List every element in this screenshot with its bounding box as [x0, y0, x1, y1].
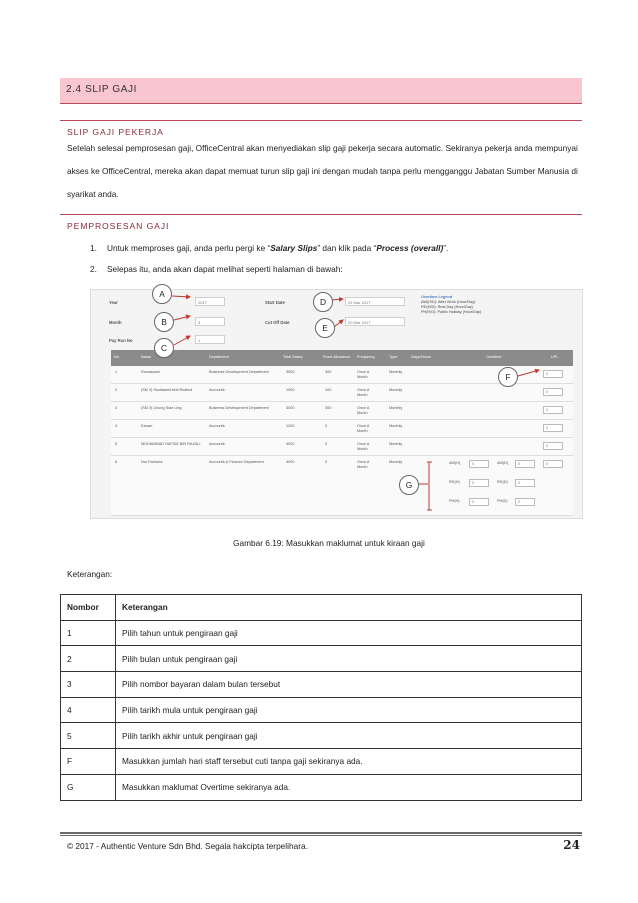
table-row: G Masukkan maklumat Overtime sekiranya ada. — [61, 774, 582, 800]
table-row: 2 Pilih bulan untuk pengiraan gaji — [61, 646, 582, 672]
arrow-b — [174, 316, 190, 320]
ph-day-input[interactable]: 0 — [515, 498, 535, 506]
section-title: 2.4 SLIP GAJI — [66, 84, 137, 95]
step-1-text: Untuk memproses gaji, anda perlu pergi ke “Salary Slips” dan klik pada “Process (overall)”. — [107, 243, 449, 253]
footer-rule — [60, 832, 582, 834]
table-header: No Name Department Total Salary Fixed Allowance Frequency Type Days/Hours Overtime UPL — [111, 350, 573, 366]
table-header-row — [61, 595, 582, 621]
table-row: 4 Pilih tarikh mula untuk pengiraan gaji — [61, 697, 582, 723]
callout-b: B — [154, 312, 174, 332]
start-date-label: Start Date — [265, 300, 285, 305]
table-row: 3 Pilih nombor bayaran dalam bulan tersebut — [61, 672, 582, 698]
overtime-legend: Overtime Legend AW(H/D): After Work (Hour/Day) RD(H/D): Rest Day (Hour/Day) PH(H/D): Public Holiday (Hour/Day) — [421, 295, 482, 314]
rd-hour-input[interactable]: 0 — [469, 479, 489, 487]
table-row: 1 Pilih tahun untuk pengiraan gaji — [61, 620, 582, 646]
month-label: Month — [109, 320, 122, 325]
table-row: 5 Pilih tarikh akhir untuk pengiraan gaji — [61, 723, 582, 749]
upl-input[interactable]: 0 — [543, 424, 563, 432]
callout-e: E — [315, 318, 335, 338]
header-nombor: Nombor — [61, 595, 116, 621]
table-row: 6 Nur Farhana Accounts & Finance Department 4000 0 Once A Month Monthly AW(H) 0 AW(D) 0 RD(H) 0 RD(D) 0 PH(H) 0 PH(D) 0 0 — [111, 456, 573, 516]
salary-slips-link: Salary Slips — [270, 243, 318, 253]
pemprosesan-heading: PEMPROSESAN GAJI — [67, 221, 170, 231]
arrow-e — [334, 320, 343, 327]
pay-run-label: Pay Run No — [109, 338, 133, 343]
aw-day-input[interactable]: 0 — [515, 460, 535, 468]
cut-off-input[interactable]: 20 Mar 2017 — [345, 317, 405, 326]
table-row: 1 Rosnawani Business Development Department 3500 300 Once A Month Monthly 0 — [111, 366, 573, 384]
ph-hour-input[interactable]: 0 — [469, 498, 489, 506]
footer-copyright: © 2017 - Authentic Venture Sdn Bhd. Segala hakcipta terpelihara. — [67, 841, 308, 851]
upl-input[interactable]: 0 — [543, 406, 563, 414]
step-2-number: 2. — [90, 264, 97, 274]
start-date-input[interactable]: 01 Mar 2017 — [345, 297, 405, 306]
year-select[interactable]: 2017 — [195, 297, 225, 306]
callout-g: G — [399, 475, 419, 495]
upl-input[interactable]: 0 — [543, 442, 563, 450]
footer-rule-thin — [60, 835, 582, 836]
upl-input[interactable]: 0 — [543, 370, 563, 378]
arrow-f — [518, 370, 539, 376]
keterangan-table — [60, 594, 582, 801]
bracket-g — [427, 462, 432, 510]
table-row: 5 MOHAMMAD HAFIDZ BIN RAZALI Accounts 4000 0 Once A Month Monthly 0 — [111, 438, 573, 456]
aw-hour-input[interactable]: 0 — [469, 460, 489, 468]
upl-input[interactable]: 0 — [543, 460, 563, 468]
callout-a: A — [152, 284, 172, 304]
arrow-d — [332, 299, 343, 300]
process-overall-link: Process (overall) — [376, 243, 444, 253]
callout-c: C — [154, 338, 174, 358]
figure-caption: Gambar 6.19: Masukkan maklumat untuk kiraan gaji — [233, 538, 425, 548]
arrow-a — [172, 296, 190, 297]
arrow-c — [174, 336, 190, 345]
cut-off-label: Cut Off Date — [265, 320, 290, 325]
table-row: 4 Ezwan Accounts 1200 0 Once A Month Monthly 0 — [111, 420, 573, 438]
table-row: F Masukkan jumlah hari staff tersebut cuti tanpa gaji sekiranya ada. — [61, 749, 582, 775]
slip-heading: SLIP GAJI PEKERJA — [67, 127, 164, 137]
step-2-text: Selepas itu, anda akan dapat melihat seperti halaman di bawah: — [107, 264, 343, 274]
year-label: Year — [109, 300, 118, 305]
upl-input[interactable]: 0 — [543, 388, 563, 396]
pay-run-select[interactable]: 1 — [195, 335, 225, 344]
table-row: 3 (SM 3) Chong Sian Ling Business Development Department 3000 300 Once A Month Monthly 0 — [111, 402, 573, 420]
keterangan-label: Keterangan: — [67, 569, 113, 579]
header-keterangan: Keterangan — [116, 595, 582, 621]
table-row: 2 (SM 3) Suzilawati binti Rasibul Accounts 1500 100 Once A Month Monthly 0 — [111, 384, 573, 402]
rd-day-input[interactable]: 0 — [515, 479, 535, 487]
slip-paragraph: Setelah selesai pemprosesan gaji, OfficeCentral akan menyediakan slip gaji pekerja secara automatic. Sekiranya pekerja anda mempunyai akses ke OfficeCentral, mereka akan dapat memuat turun slip gaji ini dengan mudah tanpa perlu mengganggu Jabatan Sumber Manusia di syarikat anda. — [67, 143, 578, 199]
month-select[interactable]: 3 — [195, 317, 225, 326]
page-number: 24 — [563, 838, 580, 852]
callout-f: F — [498, 367, 518, 387]
step-1-number: 1. — [90, 243, 97, 253]
callout-d: D — [313, 292, 333, 312]
